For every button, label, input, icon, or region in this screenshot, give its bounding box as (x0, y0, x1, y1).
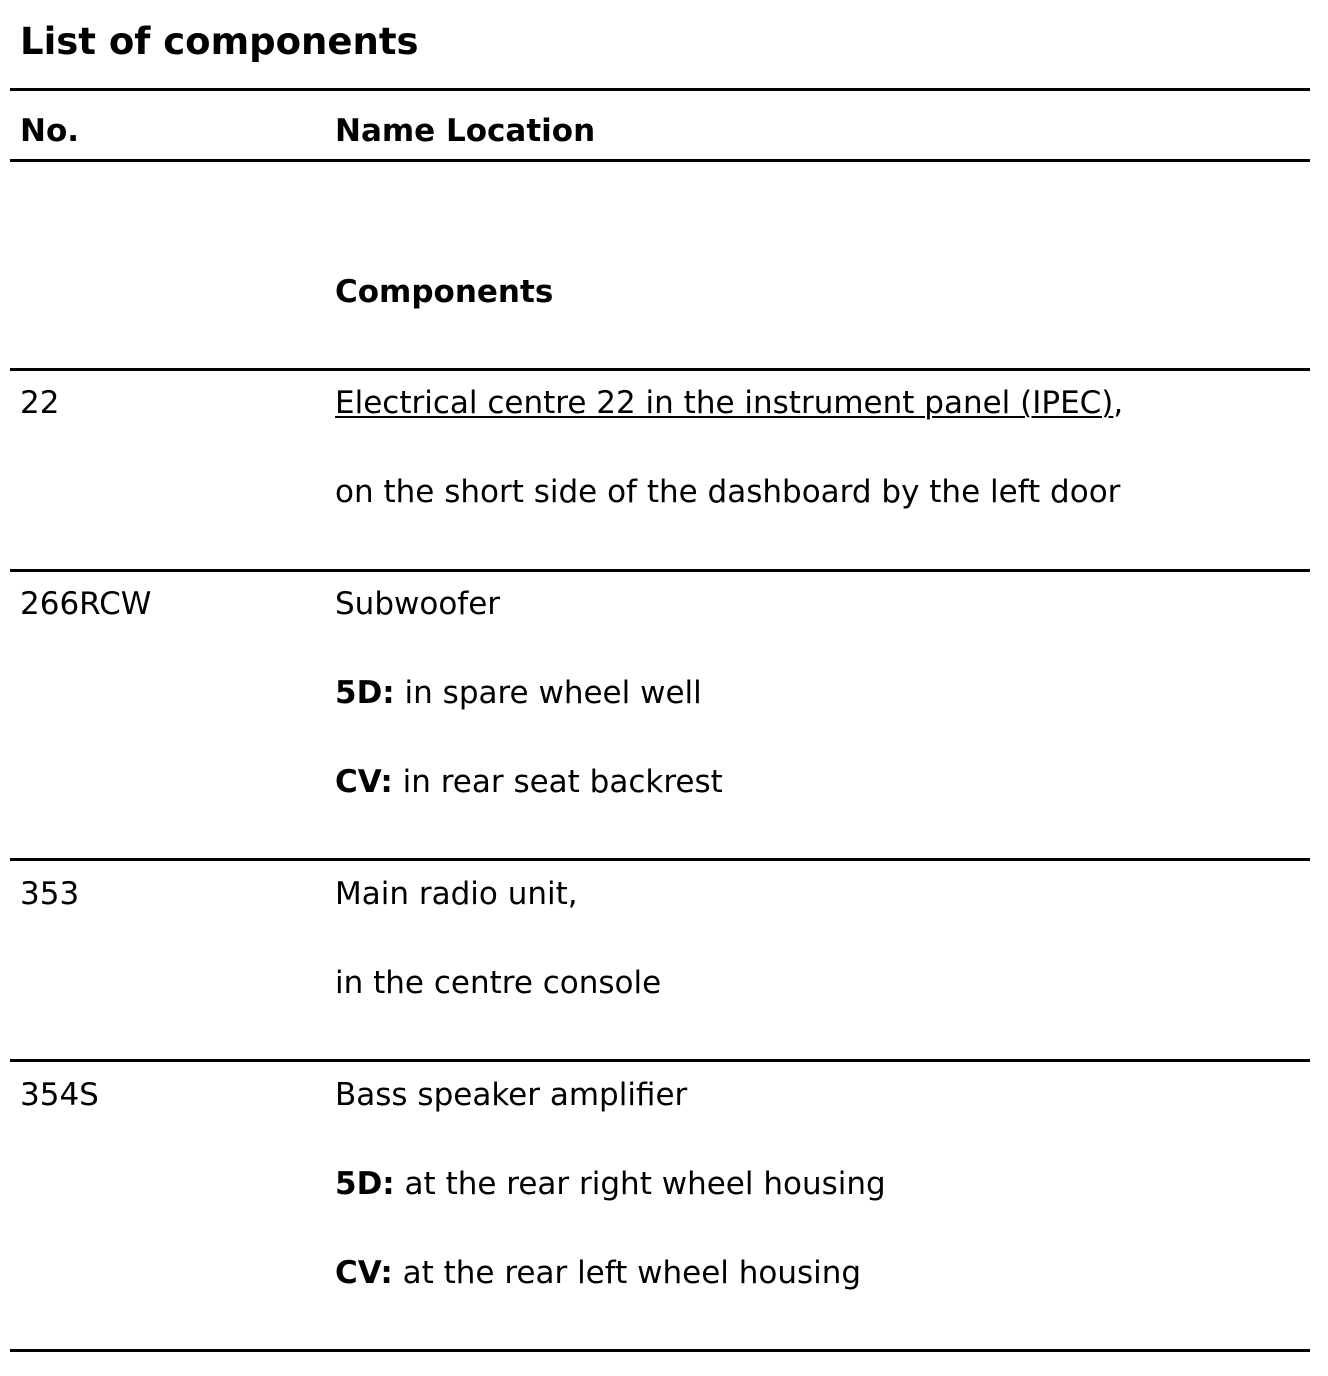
variant-label: 5D: (335, 1166, 395, 1202)
variant-text: at the rear left wheel housing (392, 1255, 862, 1291)
component-location-variant (335, 673, 702, 713)
component-location: on the short side of the dashboard by the left door (335, 474, 1121, 510)
component-name: Main radio unit, (335, 876, 578, 912)
column-header-no: No. (20, 113, 80, 149)
divider (10, 858, 1310, 861)
component-link[interactable]: Electrical centre 22 in the instrument panel (IPEC) (335, 385, 1114, 421)
component-location: in the centre console (335, 965, 662, 1001)
component-location-variant (335, 1253, 861, 1293)
section-heading: Components (335, 274, 554, 310)
divider (10, 88, 1310, 91)
component-location-variant (335, 1164, 886, 1204)
variant-label: 5D: (335, 675, 395, 711)
divider (10, 1349, 1310, 1352)
divider (10, 368, 1310, 371)
variant-text: in rear seat backrest (392, 764, 723, 800)
column-header-name-location: Name Location (335, 113, 596, 149)
page-title: List of components (20, 20, 419, 63)
divider (10, 569, 1310, 572)
variant-text: in spare wheel well (394, 675, 702, 711)
variant-label: CV: (335, 764, 393, 800)
divider (10, 159, 1310, 162)
component-name: Bass speaker amplifier (335, 1077, 688, 1113)
row-number: 266RCW (20, 586, 152, 622)
row-number: 353 (20, 876, 80, 912)
component-name: Subwoofer (335, 586, 501, 622)
variant-text: at the rear right wheel housing (394, 1166, 886, 1202)
row-number: 354S (20, 1077, 99, 1113)
row-number: 22 (20, 385, 60, 421)
component-location-variant (335, 762, 723, 802)
divider (10, 1059, 1310, 1062)
component-name (335, 383, 1123, 423)
name-suffix: , (1113, 385, 1124, 421)
variant-label: CV: (335, 1255, 393, 1291)
